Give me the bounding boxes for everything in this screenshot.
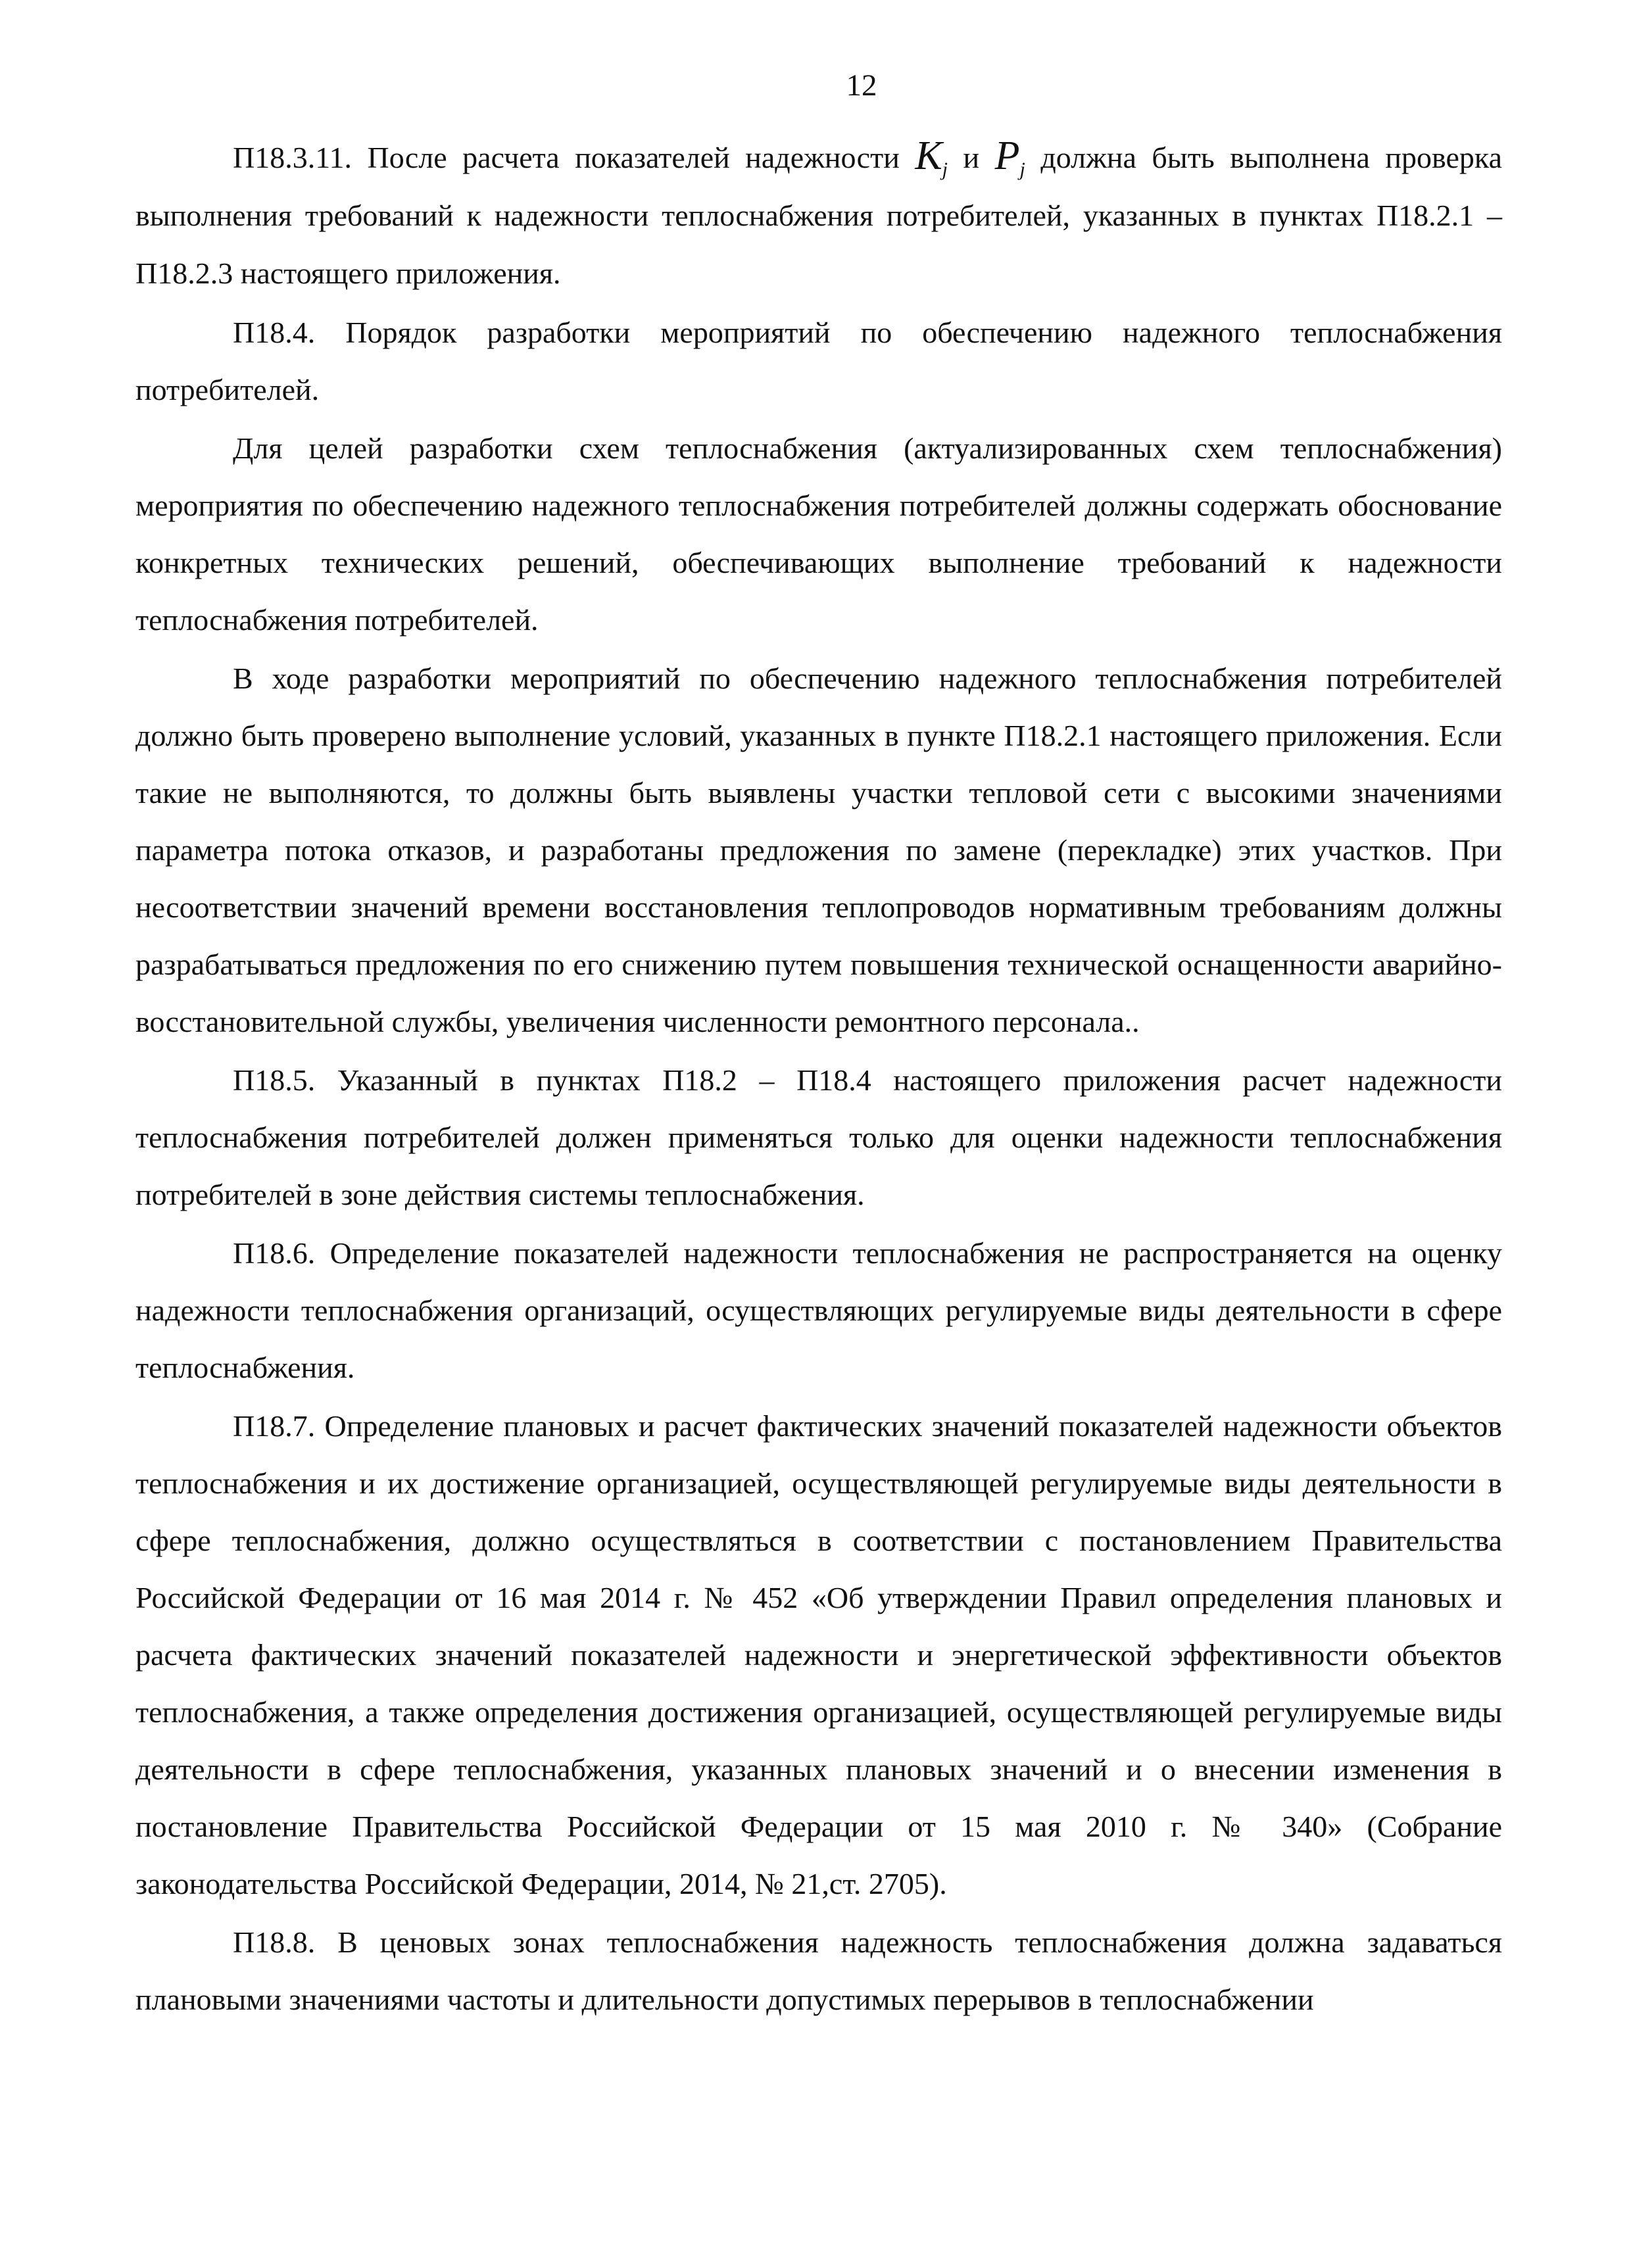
paragraph-p18-4-process: В ходе разработки мероприятий по обеспечению надежного теплоснабжения потребителей должно быть проверено выполнение условий, указанных в пункте П18.2.1 настоящего приложения. Если такие не выполняются, то должны быть выявлены участки тепловой сети с высокими значениями параметра потока отказов, и разработаны предложения по замене (перекладке) этих участков. При несоответствии значений времени восстановления теплопроводов нормативным требованиям должны разрабатываться предложения по его снижению путем повышения технической оснащенности аварийно-восстановительной службы, увеличения численности ремонтного персонала.. <box>135 662 1502 1038</box>
math-var-k-subscript: j <box>942 158 948 180</box>
paragraph-p18-4-goals: Для целей разработки схем теплоснабжения (актуализированных схем теплоснабжения) мероприятия по обеспечению надежного теплоснабжения потребителей должны содержать обоснование конкретных технических решений, обеспечивающих выполнение требований к надежности теплоснабжения потребителей. <box>135 431 1502 637</box>
math-variable-p <box>995 133 1025 178</box>
paragraph-text-rest: должна быть выполнена проверка выполнения требований к надежности теплоснабжения потребителей, указанных в пунктах П18.2.1 – П18.2.3 настоящего приложения. <box>135 141 1502 290</box>
paragraph-p18-4: П18.4. Порядок разработки мероприятий по обеспечению надежного теплоснабжения потребителей. <box>135 316 1502 406</box>
paragraph-text-conjunction: и <box>948 141 995 174</box>
math-var-k-letter: K <box>915 133 942 178</box>
document-body <box>135 129 1502 2028</box>
math-var-p-letter: P <box>994 133 1020 178</box>
math-var-p-subscript: j <box>1019 158 1025 180</box>
page-number: 12 <box>846 68 877 103</box>
paragraph-p18-3-11 <box>135 129 1502 302</box>
paragraph-p18-7: П18.7. Определение плановых и расчет фактических значений показателей надежности объектов теплоснабжения и их достижение организацией, осуществляющей регулируемые виды деятельности в сфере теплоснабжения, должно осуществляться в соответствии с постановлением Правительства Российской Федерации от 16 мая 2014 г. № 452 «Об утверждении Правил определения плановых и расчета фактических значений показателей надежности и энергетической эффективности объектов теплоснабжения, а также определения достижения организацией, осуществляющей регулируемые виды деятельности в сфере теплоснабжения, указанных плановых значений и о внесении изменения в постановление Правительства Российской Федерации от 15 мая 2010 г. № 340» (Собрание законодательства Российской Федерации, 2014, № 21,ст. 2705). <box>135 1409 1502 1900</box>
paragraph-p18-5: П18.5. Указанный в пунктах П18.2 – П18.4 настоящего приложения расчет надежности теплоснабжения потребителей должен применяться только для оценки надежности теплоснабжения потребителей в зоне действия системы теплоснабжения. <box>135 1063 1502 1211</box>
paragraph-p18-6: П18.6. Определение показателей надежности теплоснабжения не распространяется на оценку надежности теплоснабжения организаций, осуществляющих регулируемые виды деятельности в сфере теплоснабжения. <box>135 1236 1502 1384</box>
paragraph-text: П18.3.11. После расчета показателей надежности <box>233 141 915 174</box>
math-variable-k <box>915 133 948 178</box>
paragraph-p18-8: П18.8. В ценовых зонах теплоснабжения надежность теплоснабжения должна задаваться плановыми значениями частоты и длительности допустимых перерывов в теплоснабжении <box>135 1925 1502 2016</box>
